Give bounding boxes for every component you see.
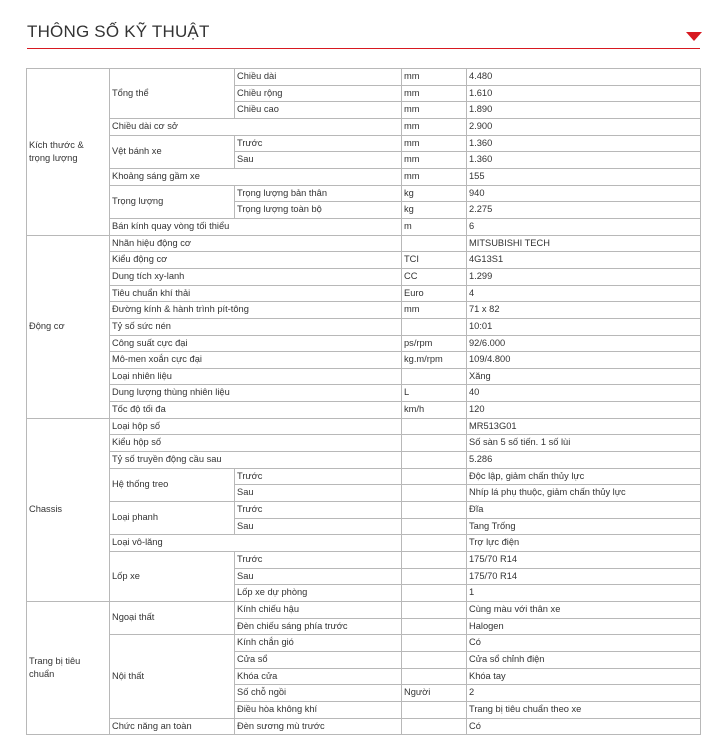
caret-down-icon[interactable]	[686, 32, 702, 41]
spec-cell: kg	[402, 202, 467, 219]
table-row	[27, 318, 701, 335]
spec-cell: Có	[467, 718, 701, 735]
spec-cell: 2.275	[467, 202, 701, 219]
spec-cell: 2.900	[467, 118, 701, 135]
table-row	[27, 502, 701, 519]
group-cell: Chassis	[27, 418, 110, 601]
spec-cell: Khóa tay	[467, 668, 701, 685]
table-row	[27, 552, 701, 569]
spec-cell: 155	[467, 168, 701, 185]
table-row	[27, 452, 701, 469]
spec-cell	[402, 418, 467, 435]
spec-cell	[402, 502, 467, 519]
table-row	[27, 368, 701, 385]
spec-cell: 1.299	[467, 268, 701, 285]
spec-cell: Chiều cao	[235, 102, 402, 119]
spec-cell: Đĩa	[467, 502, 701, 519]
group-cell: Trang bị tiêu chuẩn	[27, 602, 110, 735]
spec-cell: MITSUBISHI TECH	[467, 235, 701, 252]
spec-cell: Mô-men xoắn cực đại	[110, 352, 402, 369]
table-row	[27, 468, 701, 485]
spec-cell: mm	[402, 85, 467, 102]
spec-cell: Kiểu hộp số	[110, 435, 402, 452]
spec-cell: Trọng lượng toàn bộ	[235, 202, 402, 219]
spec-cell: 5.286	[467, 452, 701, 469]
spec-cell: Tỷ số sức nén	[110, 318, 402, 335]
table-row	[27, 168, 701, 185]
spec-cell	[402, 485, 467, 502]
spec-cell: Chiều rộng	[235, 85, 402, 102]
spec-cell: Xăng	[467, 368, 701, 385]
spec-cell: Tốc độ tối đa	[110, 402, 402, 419]
spec-cell: Nhãn hiệu động cơ	[110, 235, 402, 252]
spec-cell: 940	[467, 185, 701, 202]
spec-cell	[402, 435, 467, 452]
spec-cell: Hệ thống treo	[110, 468, 235, 501]
spec-cell: MR513G01	[467, 418, 701, 435]
spec-cell: kg	[402, 185, 467, 202]
spec-cell: m	[402, 218, 467, 235]
spec-cell: CC	[402, 268, 467, 285]
table-row	[27, 185, 701, 202]
spec-cell: Nội thất	[110, 635, 235, 718]
spec-cell: mm	[402, 102, 467, 119]
table-row	[27, 635, 701, 652]
table-row	[27, 285, 701, 302]
spec-cell: Điều hòa không khí	[235, 701, 402, 718]
spec-cell: 2	[467, 685, 701, 702]
table-row	[27, 335, 701, 352]
spec-cell: Trước	[235, 135, 402, 152]
section-header[interactable]	[0, 0, 726, 50]
spec-cell: 6	[467, 218, 701, 235]
spec-cell: 1.360	[467, 135, 701, 152]
header-divider	[27, 48, 700, 49]
table-row	[27, 235, 701, 252]
spec-cell: TCI	[402, 252, 467, 269]
table-row	[27, 135, 701, 152]
spec-cell: Trước	[235, 552, 402, 569]
spec-cell	[402, 602, 467, 619]
spec-cell: Đường kính & hành trình pít-tông	[110, 302, 402, 319]
spec-cell: 1.890	[467, 102, 701, 119]
spec-cell	[402, 318, 467, 335]
spec-cell: Halogen	[467, 618, 701, 635]
table-row	[27, 118, 701, 135]
spec-cell: Cùng màu với thân xe	[467, 602, 701, 619]
spec-cell: Sau	[235, 518, 402, 535]
spec-table-body	[27, 69, 701, 735]
spec-cell: Kính chắn gió	[235, 635, 402, 652]
spec-cell: L	[402, 385, 467, 402]
table-row	[27, 718, 701, 735]
spec-cell: Nhíp lá phụ thuộc, giảm chấn thủy lực	[467, 485, 701, 502]
spec-cell	[402, 535, 467, 552]
spec-cell: 1.360	[467, 152, 701, 169]
spec-cell	[402, 468, 467, 485]
spec-cell: 175/70 R14	[467, 568, 701, 585]
spec-cell: mm	[402, 69, 467, 86]
spec-cell	[402, 452, 467, 469]
spec-cell	[402, 235, 467, 252]
spec-cell: mm	[402, 135, 467, 152]
spec-cell: Kiểu động cơ	[110, 252, 402, 269]
table-row	[27, 402, 701, 419]
spec-cell: mm	[402, 118, 467, 135]
spec-cell: Kính chiếu hậu	[235, 602, 402, 619]
table-row	[27, 218, 701, 235]
spec-cell: Số chỗ ngồi	[235, 685, 402, 702]
spec-cell: Đèn sương mù trước	[235, 718, 402, 735]
spec-cell: Tang Trống	[467, 518, 701, 535]
spec-cell: Sau	[235, 152, 402, 169]
spec-cell: Tỷ số truyền động cầu sau	[110, 452, 402, 469]
spec-cell: Loại nhiên liệu	[110, 368, 402, 385]
group-cell: Động cơ	[27, 235, 110, 418]
table-row	[27, 352, 701, 369]
spec-cell: 71 x 82	[467, 302, 701, 319]
spec-cell	[402, 668, 467, 685]
spec-cell: Người	[402, 685, 467, 702]
spec-cell: Dung tích xy-lanh	[110, 268, 402, 285]
section-title: THÔNG SỐ KỸ THUẬT	[27, 22, 210, 41]
spec-cell	[402, 635, 467, 652]
spec-cell: Độc lập, giảm chấn thủy lực	[467, 468, 701, 485]
spec-cell: Chức năng an toàn	[110, 718, 235, 735]
spec-cell: Công suất cực đại	[110, 335, 402, 352]
spec-cell: Trợ lực điện	[467, 535, 701, 552]
table-row	[27, 302, 701, 319]
spec-cell: Vệt bánh xe	[110, 135, 235, 168]
table-row	[27, 535, 701, 552]
spec-cell: km/h	[402, 402, 467, 419]
table-row	[27, 69, 701, 86]
spec-cell: Tổng thể	[110, 69, 235, 119]
spec-cell: 92/6.000	[467, 335, 701, 352]
spec-cell: Sau	[235, 485, 402, 502]
spec-cell: Trước	[235, 468, 402, 485]
spec-cell	[402, 618, 467, 635]
spec-cell	[402, 568, 467, 585]
spec-cell: Loại vô-lăng	[110, 535, 402, 552]
spec-cell: Dung lượng thùng nhiên liệu	[110, 385, 402, 402]
spec-cell: Trang bị tiêu chuẩn theo xe	[467, 701, 701, 718]
spec-cell: 109/4.800	[467, 352, 701, 369]
spec-cell	[402, 585, 467, 602]
spec-cell: Cửa sổ chỉnh điện	[467, 651, 701, 668]
spec-cell: 175/70 R14	[467, 552, 701, 569]
table-row	[27, 268, 701, 285]
spec-cell: Ngoại thất	[110, 602, 235, 635]
spec-cell	[402, 518, 467, 535]
spec-cell: Loại hộp số	[110, 418, 402, 435]
spec-cell: Trọng lượng bản thân	[235, 185, 402, 202]
spec-cell: Sau	[235, 568, 402, 585]
spec-cell: Bán kính quay vòng tối thiểu	[110, 218, 402, 235]
group-cell: Kích thước & trọng lượng	[27, 69, 110, 236]
spec-cell: mm	[402, 152, 467, 169]
spec-cell: 120	[467, 402, 701, 419]
spec-table	[26, 68, 701, 735]
spec-cell	[402, 368, 467, 385]
spec-cell: Đèn chiếu sáng phía trước	[235, 618, 402, 635]
spec-cell: Lốp xe	[110, 552, 235, 602]
spec-cell: Khoảng sáng gầm xe	[110, 168, 402, 185]
spec-cell: Có	[467, 635, 701, 652]
spec-cell: 1.610	[467, 85, 701, 102]
spec-cell: Lốp xe dự phòng	[235, 585, 402, 602]
spec-cell: mm	[402, 302, 467, 319]
spec-cell: kg.m/rpm	[402, 352, 467, 369]
spec-cell	[402, 718, 467, 735]
spec-cell: Tiêu chuẩn khí thải	[110, 285, 402, 302]
table-row	[27, 602, 701, 619]
spec-cell: 1	[467, 585, 701, 602]
spec-cell: ps/rpm	[402, 335, 467, 352]
spec-cell: Chiều dài	[235, 69, 402, 86]
spec-cell: Trọng lượng	[110, 185, 235, 218]
spec-cell: Số sàn 5 số tiến. 1 số lùi	[467, 435, 701, 452]
table-row	[27, 435, 701, 452]
spec-cell: Khóa cửa	[235, 668, 402, 685]
spec-cell: Trước	[235, 502, 402, 519]
table-row	[27, 252, 701, 269]
spec-cell	[402, 651, 467, 668]
spec-cell: 4G13S1	[467, 252, 701, 269]
spec-cell: Euro	[402, 285, 467, 302]
spec-cell: 40	[467, 385, 701, 402]
spec-cell: Chiều dài cơ sở	[110, 118, 402, 135]
spec-cell: 10:01	[467, 318, 701, 335]
spec-cell: Cửa sổ	[235, 651, 402, 668]
table-row	[27, 418, 701, 435]
spec-cell: mm	[402, 168, 467, 185]
spec-cell	[402, 701, 467, 718]
spec-cell	[402, 552, 467, 569]
spec-cell: Loại phanh	[110, 502, 235, 535]
table-row	[27, 385, 701, 402]
spec-cell: 4	[467, 285, 701, 302]
spec-cell: 4.480	[467, 69, 701, 86]
